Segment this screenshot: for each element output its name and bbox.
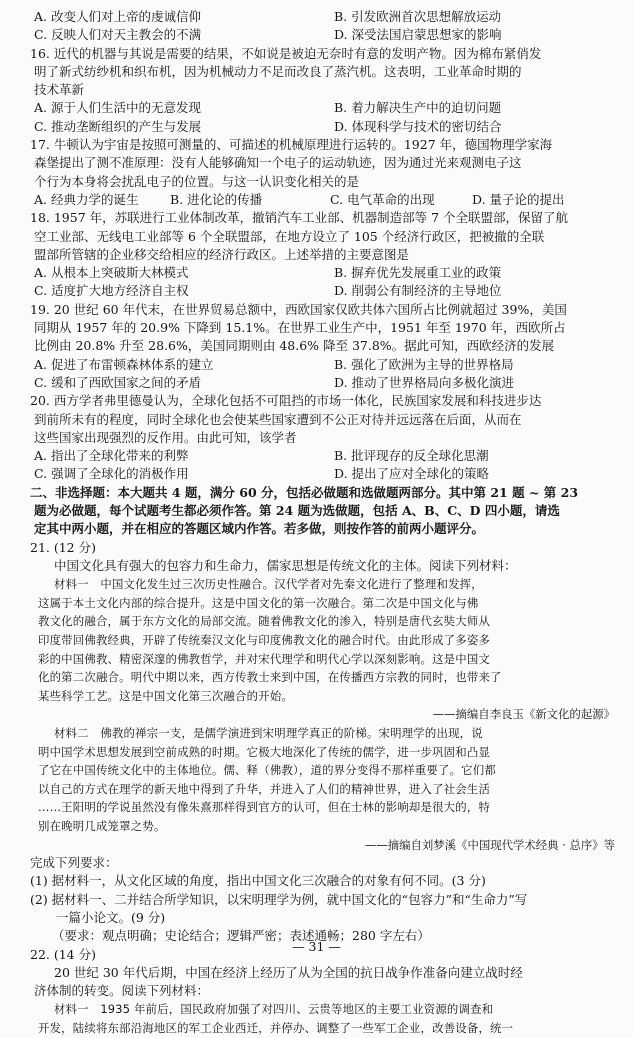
q17-option-a: A. 经典力学的诞生	[34, 191, 139, 207]
q20-options-row-1	[30, 447, 615, 465]
q18-option-b: B. 摒弃优先发展重工业的政策	[334, 265, 502, 281]
q21-material1-line-3: 教文化的融合，属于东方文化的局部交流。随着佛教文化的渗入，特别是唐代玄奘大师从	[38, 614, 491, 629]
q21-material1-line-2: 这属于本土文化内部的综合提升。这是中国文化的第一次融合。第二次是中国文化与佛	[38, 595, 479, 610]
q21-material1-source: ——摘编自李良玉《新文化的起源》	[432, 707, 615, 722]
q18-options-row-1	[30, 264, 615, 282]
q20-option-d: D. 提出了应对全球化的策略	[334, 466, 490, 482]
q19-stem-line-2: 同期从 1957 年的 20.9% 下降到 15.1%。在世界工业生产中，1951 年至 1970 年，西欧所占	[34, 320, 566, 336]
q18-option-d: D. 削弱公有制经济的主导地位	[334, 283, 502, 299]
q21-subquestion-2-line-2: 一篇小论文。(9 分)	[56, 910, 166, 925]
q21-subquestion-1: (1) 据材料一，从文化区域的角度，指出中国文化三次融合的对象有何不同。(3 分)	[30, 873, 486, 889]
q20-stem-line-1: 20. 西方学者弗里德曼认为，全球化包括不可阻挡的市场一体化，民族国家发展和科技进步达	[30, 393, 542, 409]
q20-stem-line-3: 这些国家出现强烈的反作用。由此可知，该学者	[34, 429, 297, 445]
q17-options-row	[30, 191, 615, 209]
q21-material2-line-2: 明中国学术思想发展到空前成熟的时期。它极大地深化了传统的儒学，进一步巩固和凸显	[38, 744, 491, 759]
q21-subquestion-2-line-1: (2) 据材料一、二并结合所学知识，以宋明理学为例，就中国文化的“包容力”和“生命力”写	[30, 891, 528, 907]
section2-heading-line-1: 二、非选择题：本大题共 4 题，满分 60 分，包括必做题和选做题两部分。其中第 21 题 ~ 第 23	[30, 484, 579, 500]
q15-option-b: B. 引发欧洲首次思想解放运动	[334, 9, 502, 24]
q19-options-row-2	[30, 374, 615, 392]
q21-heading: 21. (12 分)	[30, 539, 96, 555]
q17-option-d: D. 量子论的提出	[472, 191, 565, 207]
q21-material1-line-1: 材料一 中国文化发生过三次历史性融合。汉代学者对先秦文化进行了整理和发挥，	[54, 577, 483, 592]
q15-option-c: C. 反映人们对天主教会的不满	[34, 27, 202, 43]
q17-option-b: B. 进化论的传播	[170, 191, 263, 207]
q21-material2-line-5: ……王阳明的学说虽然没有像朱熹那样得到官方的认可，但在士林的影响却是很大的，特	[38, 800, 491, 815]
q21-subquestion-2-requirements: （要求：观点明确；史论结合；逻辑严密；表述通畅；280 字左右）	[52, 928, 430, 944]
q18-option-a: A. 从根本上突破斯大林模式	[34, 265, 189, 281]
q22-material1-line-1: 材料一 1935 年前后，国民政府加强了对四川、云贵等地区的主要工业资源的调查和	[54, 1002, 494, 1017]
page-number: — 31 —	[292, 939, 341, 954]
q21-material1-line-7: 某些科学工艺。这是中国文化第三次融合的开始。	[38, 688, 293, 703]
q21-material1-line-6: 化的第二次融合。明代中期以来，西方传教士来到中国，在传播西方宗教的同时，也带来了	[38, 670, 502, 685]
q18-stem-line-3: 盟部所管辖的企业移交给相应的经济行政区。上述举措的主要意图是	[34, 246, 410, 262]
q20-option-a: A. 指出了全球化带来的利弊	[34, 448, 189, 464]
q20-options-row-2	[30, 465, 615, 483]
q17-stem-line-3: 个行为本身将会扰乱电子的位置。与这一认识变化相关的是	[34, 173, 360, 189]
q18-stem-line-1: 18. 1957 年，苏联进行工业体制改革，撤销汽车工业部、机器制造部等 7 个全联盟部，保留了航	[30, 210, 569, 226]
q19-option-a: A. 促进了布雷顿森林体系的建立	[34, 356, 214, 372]
q16-option-a: A. 源于人们生活中的无意发现	[34, 100, 201, 116]
q19-option-c: C. 缓和了西欧国家之间的矛盾	[34, 374, 202, 390]
q16-stem-line-1: 16. 近代的机器与其说是需要的结果，不如说是被迫无奈时有意的发明产物。因为棉布紧俏发	[30, 45, 542, 61]
q21-intro: 中国文化具有强大的包容力和生命力，儒家思想是传统文化的主体。阅读下列材料：	[54, 557, 517, 573]
q18-options-row-2	[30, 282, 615, 300]
q18-stem-line-2: 空工业部、无线电工业部等 6 个全联盟部，在地方设立了 105 个经济行政区，把被撤的全联	[34, 228, 545, 244]
q17-option-c: C. 电气革命的出现	[330, 191, 435, 207]
q15-option-d: D. 深受法国启蒙思想家的影响	[334, 27, 502, 43]
q19-options-row-1	[30, 356, 615, 374]
q21-task-label: 完成下列要求：	[30, 855, 118, 871]
q15-option-a: A. 改变人们对上帝的虔诚信仰	[34, 9, 201, 24]
q16-options-row-2	[30, 118, 615, 136]
q19-stem-line-3: 比例由 20.8% 升至 28.6%，美国同期则由 48.6% 降至 37.8%。据此可知，西欧经济的发展	[34, 338, 555, 354]
q17-stem-line-2: 森堡提出了测不准原理：没有人能够确知一个电子的运动轨迹，因为通过光来观测电子这	[34, 155, 522, 171]
q22-material1-line-2: 开发，陆续将东部沿海地区的军工企业西迁，并停办、调整了一些军工企业，改善设备，统一	[38, 1021, 514, 1036]
q19-option-b: B. 强化了欧洲为主导的世界格局	[334, 356, 514, 372]
q19-stem-line-1: 19. 20 世纪 60 年代末，在世界贸易总额中，西欧国家仅欧共体六国所占比例就超过 39%，美国	[30, 301, 567, 317]
q20-option-b: B. 批评现存的反全球化思潮	[334, 448, 489, 464]
q21-material2-line-3: 了它在中国传统文化中的主体地位。儒、释（佛教），道的界分变得不那样重要了。它们都	[38, 763, 496, 778]
q21-material1-line-5: 彩的中国佛教、精密深邃的佛教哲学，并对宋代理学和明代心学以深刻影响。这是中国文	[38, 651, 491, 666]
q21-material2-line-1: 材料二 佛教的禅宗一支，是儒学演进到宋明理学真正的阶梯。宋明理学的出现，说	[54, 725, 483, 740]
q16-options-row-1	[30, 99, 615, 117]
q18-option-c: C. 适度扩大地方经济自主权	[34, 283, 189, 299]
q16-stem-line-2: 明了新式纺纱机和织布机，因为机械动力不足而改良了蒸汽机。这表明，工业革命时期的	[34, 63, 522, 79]
q21-material1-line-4: 印度带回佛教经典，开辟了传统秦汉文化与印度佛教文化的融合时代。由此形成了多姿多	[38, 632, 491, 647]
q22-intro-line-1: 20 世纪 30 年代后期，中国在经济上经历了从为全国的抗日战争作准备向建立战时经	[54, 964, 523, 980]
q15-options-row-1	[30, 8, 615, 26]
q22-heading: 22. (14 分)	[30, 946, 96, 962]
section2-heading-line-2: 题为必做题，每个试题考生都必须作答。第 24 题为选做题，包括 A、B、C、D 四小题，请选	[34, 503, 560, 519]
q15-options-row-2	[30, 26, 615, 44]
q20-stem-line-2: 到前所未有的程度，同时全球化也会使某些国家遭到不公正对待并远远落在后面，从而在	[34, 411, 522, 427]
q16-option-c: C. 推动垄断组织的产生与发展	[34, 118, 202, 134]
q19-option-d: D. 推动了世界格局向多极化演进	[334, 374, 515, 390]
q16-option-d: D. 体现科学与技术的密切结合	[334, 118, 502, 134]
q16-option-b: B. 着力解决生产中的迫切问题	[334, 100, 502, 116]
q22-intro-line-2: 济体制的转变。阅读下列材料：	[34, 983, 210, 999]
q16-stem-line-3: 技术革新	[34, 82, 85, 98]
q20-option-c: C. 强调了全球化的消极作用	[34, 466, 189, 482]
q21-material2-line-6: 别在晚明几成笼罩之势。	[38, 818, 166, 833]
q17-stem-line-1: 17. 牛顿认为宇宙是按照可测量的、可描述的机械原理进行运转的。1927 年，德国物理学家海	[30, 137, 553, 153]
q21-material2-source: ——摘编自刘梦溪《中国现代学术经典 · 总序》等	[364, 837, 615, 852]
section2-heading-line-3: 定其中两小题，并在相应的答题区域内作答。若多做，则按作答的前两小题评分。	[34, 521, 485, 537]
q21-material2-line-4: 以自己的方式在理学的新天地中得到了升华，并进入了人们的精神世界，进入了社会生活	[38, 781, 491, 796]
